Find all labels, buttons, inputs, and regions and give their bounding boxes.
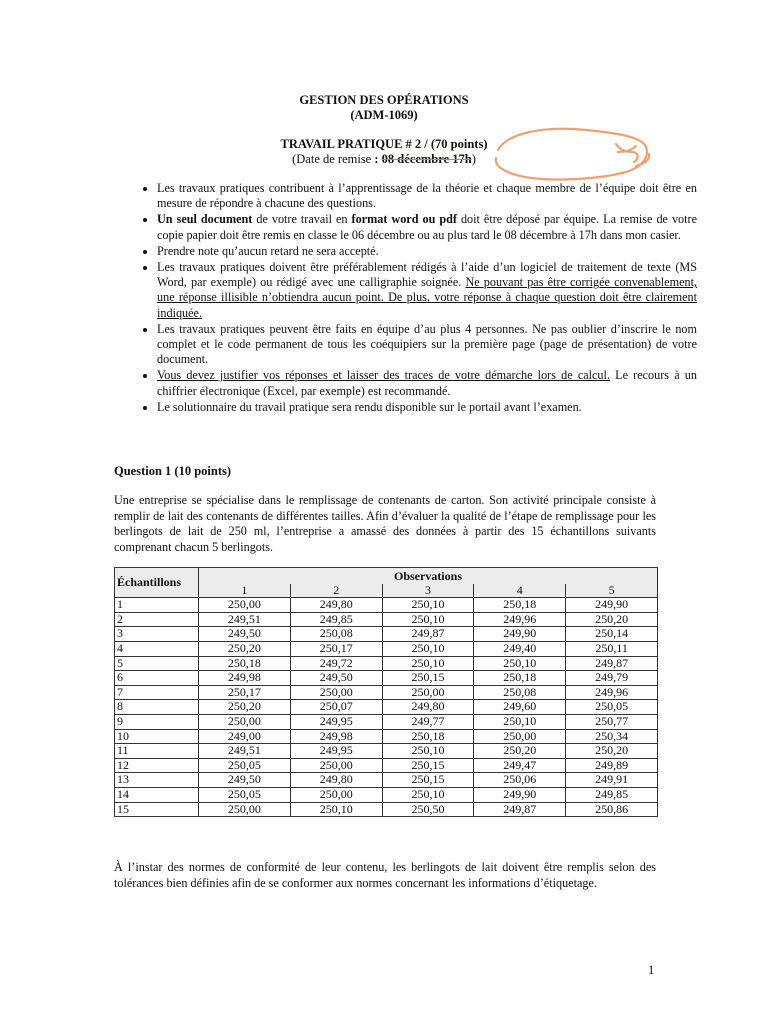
rule-item <box>157 181 697 211</box>
rule-item <box>157 260 697 321</box>
observation-cell: 249,91 <box>566 773 658 788</box>
rule-underlined: Ne pouvant pas être corrigée convenablement, une réponse illisible n’obtiendra aucun point. De plus, votre réponse à chaque question doit être clairement indiquée. <box>157 275 698 320</box>
rule-text: de votre travail en <box>252 212 352 227</box>
observation-cell: 249,87 <box>566 656 658 671</box>
observation-cell: 250,18 <box>474 598 566 613</box>
observation-cell: 249,80 <box>382 700 474 715</box>
observation-cell: 250,17 <box>199 685 291 700</box>
rule-bold: format word ou pdf <box>351 212 457 227</box>
observation-cell: 249,47 <box>474 758 566 773</box>
observation-cell: 250,14 <box>566 627 658 642</box>
observation-number-header: 4 <box>474 584 566 598</box>
observation-cell: 250,00 <box>290 787 382 802</box>
observation-cell: 250,00 <box>290 685 382 700</box>
table-row <box>115 700 658 715</box>
sample-id-cell: 2 <box>115 612 199 627</box>
observation-cell: 250,20 <box>474 744 566 759</box>
observation-cell: 250,15 <box>382 773 474 788</box>
observation-cell: 249,72 <box>290 656 382 671</box>
observation-cell: 250,50 <box>382 802 474 817</box>
observation-cell: 249,50 <box>199 627 291 642</box>
observation-cell: 250,10 <box>382 656 474 671</box>
assignment-title: TRAVAIL PRATIQUE # 2 / (70 points) <box>280 137 488 151</box>
table-row <box>115 729 658 744</box>
observation-cell: 249,40 <box>474 641 566 656</box>
observation-cell: 249,96 <box>566 685 658 700</box>
rule-item <box>157 244 697 259</box>
observation-cell: 250,20 <box>566 612 658 627</box>
observation-cell: 249,80 <box>290 598 382 613</box>
observation-cell: 249,85 <box>566 787 658 802</box>
due-prefix: (Date de remise <box>292 152 375 166</box>
due-suffix: ) <box>471 152 476 166</box>
question-1-closing: À l’instar des normes de conformité de leur contenu, les berlingots de lait doivent être remplis selon des tolérances bien définies afin de se conformer aux normes concernant les informations d’étiquetage. <box>114 860 656 890</box>
table-row <box>115 714 658 729</box>
observation-cell: 250,00 <box>199 802 291 817</box>
table-row <box>115 598 658 613</box>
sample-id-cell: 9 <box>115 714 199 729</box>
observation-cell: 249,87 <box>382 627 474 642</box>
observation-cell: 250,15 <box>382 758 474 773</box>
rule-bold: Un seul document <box>157 212 253 227</box>
rule-item <box>157 212 697 242</box>
sample-id-cell: 13 <box>115 773 199 788</box>
table-row <box>115 802 658 817</box>
due-date: 08 décembre 17h <box>381 152 472 166</box>
observation-cell: 250,10 <box>474 714 566 729</box>
table-row <box>115 744 658 759</box>
rule-text: Les travaux pratiques doivent être préférablement rédigés à l’aide d’un logiciel de traitement de texte (MS Word, par exemple) ou rédigé avec une calligraphie soignée. <box>157 260 697 290</box>
observation-cell: 250,10 <box>474 656 566 671</box>
due-colon: : <box>374 152 382 166</box>
observation-cell: 249,87 <box>474 802 566 817</box>
rule-text: Les travaux pratiques contribuent à l’apprentissage de la théorie et chaque membre de l’équipe doit être en mesure de répondre à chacune des questions. <box>157 181 697 211</box>
observation-cell: 250,10 <box>382 612 474 627</box>
sample-id-cell: 8 <box>115 700 199 715</box>
observation-cell: 249,79 <box>566 671 658 686</box>
observation-cell: 249,98 <box>199 671 291 686</box>
observation-cell: 250,08 <box>474 685 566 700</box>
sample-id-cell: 12 <box>115 758 199 773</box>
observation-cell: 249,50 <box>290 671 382 686</box>
rule-text: Les travaux pratiques peuvent être faits en équipe d’au plus 4 personnes. Ne pas oublier d’inscrire le nom complet et le code permanent de tous les coéquipiers sur la première page (page de présentation) de votre document. <box>157 321 697 367</box>
observation-cell: 250,00 <box>474 729 566 744</box>
observations-header: Observations <box>199 568 658 584</box>
observation-cell: 250,07 <box>290 700 382 715</box>
observation-cell: 249,95 <box>290 714 382 729</box>
page-number: 1 <box>648 963 655 977</box>
observation-cell: 249,60 <box>474 700 566 715</box>
sample-id-cell: 5 <box>115 656 199 671</box>
observation-cell: 250,20 <box>199 700 291 715</box>
table-row <box>115 773 658 788</box>
observation-cell: 249,50 <box>199 773 291 788</box>
sample-id-cell: 11 <box>115 744 199 759</box>
observation-number-header: 5 <box>566 584 658 598</box>
observation-cell: 250,20 <box>566 744 658 759</box>
observation-number-header: 1 <box>199 584 291 598</box>
observation-cell: 249,96 <box>474 612 566 627</box>
observation-cell: 250,20 <box>199 641 291 656</box>
observation-cell: 250,34 <box>566 729 658 744</box>
rule-underlined: Vous devez justifier vos réponses et laisser des traces de votre démarche lors de calcul. <box>157 368 610 383</box>
observation-cell: 249,51 <box>199 612 291 627</box>
course-title: GESTION DES OPÉRATIONS <box>299 93 469 107</box>
sample-id-cell: 1 <box>115 598 199 613</box>
observation-cell: 250,10 <box>382 641 474 656</box>
sample-id-cell: 15 <box>115 802 199 817</box>
observation-cell: 250,00 <box>199 714 291 729</box>
observation-cell: 250,77 <box>566 714 658 729</box>
observation-cell: 249,90 <box>474 627 566 642</box>
observation-cell: 250,06 <box>474 773 566 788</box>
observation-cell: 250,00 <box>199 598 291 613</box>
sample-id-cell: 6 <box>115 671 199 686</box>
observation-number-header: 2 <box>290 584 382 598</box>
rule-text: doit être déposé par équipe. La remise de votre copie papier doit être remis en classe le 06 décembre ou au plus tard le 08 décembre à 17h dans mon casier. <box>157 212 697 242</box>
table-row <box>115 612 658 627</box>
question-1-intro: Une entreprise se spécialise dans le remplissage de contenants de carton. Son activité principale consiste à remplir de lait des contenants de différentes tailles. Afin d’évaluer la qualité de l’étape de remplissage pour les berlingots de lait de 250 ml, l’entreprise a amassé des données à partir des 15 échantillons suivants comprenant chacun 5 berlingots. <box>114 493 656 554</box>
rule-item <box>157 322 697 368</box>
question-1-title: Question 1 (10 points) <box>114 464 232 478</box>
course-code: (ADM-1069) <box>350 108 418 122</box>
samples-header: Échantillons <box>115 568 199 598</box>
sample-id-cell: 7 <box>115 685 199 700</box>
observation-cell: 249,89 <box>566 758 658 773</box>
table-row <box>115 671 658 686</box>
observation-cell: 250,10 <box>382 787 474 802</box>
observation-cell: 250,17 <box>290 641 382 656</box>
observation-cell: 249,90 <box>474 787 566 802</box>
sample-id-cell: 10 <box>115 729 199 744</box>
observation-cell: 249,00 <box>199 729 291 744</box>
rule-item <box>157 400 697 415</box>
sample-id-cell: 4 <box>115 641 199 656</box>
observation-cell: 250,86 <box>566 802 658 817</box>
sample-id-cell: 14 <box>115 787 199 802</box>
observation-cell: 249,77 <box>382 714 474 729</box>
observation-cell: 249,95 <box>290 744 382 759</box>
observation-cell: 250,00 <box>290 758 382 773</box>
observation-cell: 250,10 <box>290 802 382 817</box>
observation-cell: 250,10 <box>382 744 474 759</box>
rule-item <box>157 368 697 398</box>
observation-cell: 250,10 <box>382 598 474 613</box>
observation-cell: 249,85 <box>290 612 382 627</box>
observation-cell: 250,11 <box>566 641 658 656</box>
observation-cell: 250,05 <box>566 700 658 715</box>
observation-cell: 250,18 <box>474 671 566 686</box>
rule-text: Le solutionnaire du travail pratique sera rendu disponible sur le portail avant l’examen. <box>157 399 582 414</box>
observation-cell: 250,18 <box>199 656 291 671</box>
observations-table <box>114 567 658 817</box>
observation-cell: 249,51 <box>199 744 291 759</box>
rule-text: Prendre note qu’aucun retard ne sera accepté. <box>157 243 379 258</box>
sample-id-cell: 3 <box>115 627 199 642</box>
observation-cell: 249,80 <box>290 773 382 788</box>
observation-cell: 249,98 <box>290 729 382 744</box>
observation-cell: 250,08 <box>290 627 382 642</box>
rule-text: Le recours à un chiffrier électronique (Excel, par exemple) est recommandé. <box>157 368 697 398</box>
observation-cell: 250,15 <box>382 671 474 686</box>
table-row <box>115 685 658 700</box>
table-row <box>115 758 658 773</box>
observation-cell: 250,05 <box>199 758 291 773</box>
table-row <box>115 787 658 802</box>
observation-number-header: 3 <box>382 584 474 598</box>
table-row <box>115 641 658 656</box>
table-row <box>115 627 658 642</box>
observation-cell: 250,18 <box>382 729 474 744</box>
rules-list <box>118 181 697 416</box>
title-block <box>0 93 768 123</box>
observation-cell: 250,00 <box>382 685 474 700</box>
observations-body <box>115 598 658 817</box>
observation-cell: 250,05 <box>199 787 291 802</box>
table-row <box>115 656 658 671</box>
observation-cell: 249,90 <box>566 598 658 613</box>
